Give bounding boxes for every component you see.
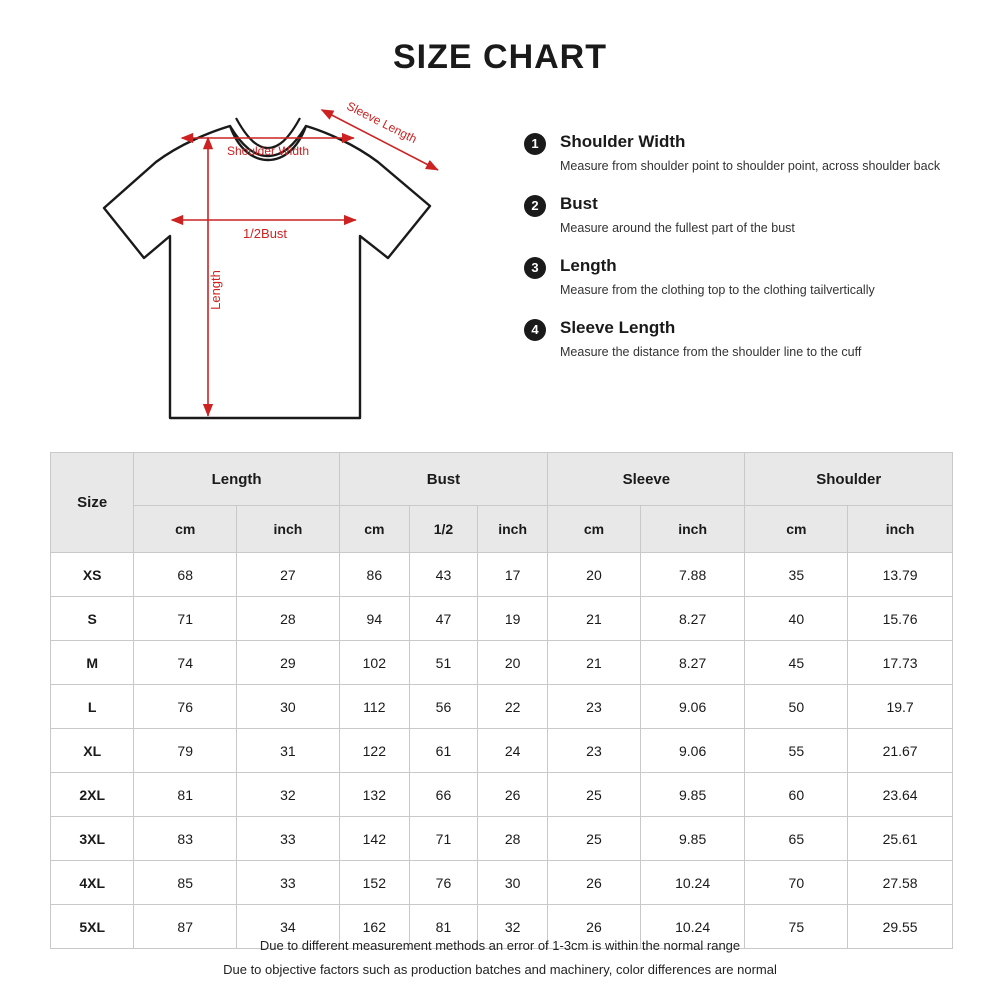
table-cell-value: 61 [409, 729, 477, 773]
table-cell-value: 87 [134, 905, 237, 949]
table-cell-size: M [51, 641, 134, 685]
table-cell-value: 21.67 [848, 729, 953, 773]
table-cell-value: 8.27 [640, 597, 745, 641]
note-measurement-error: Due to different measurement methods an error of 1-3cm is within the normal range [259, 938, 741, 953]
table-row [51, 553, 953, 597]
table-cell-value: 31 [237, 729, 340, 773]
legend-item-length [524, 256, 964, 300]
table-cell-value: 81 [409, 905, 477, 949]
table-cell-value: 162 [339, 905, 409, 949]
table-unit-header-row [51, 506, 953, 553]
header-length: Length [134, 453, 339, 506]
table-cell-value: 33 [237, 861, 340, 905]
table-cell-value: 23.64 [848, 773, 953, 817]
legend-title-1: Shoulder Width [560, 132, 686, 151]
note-color-difference: Due to objective factors such as production batches and machinery, color differences are normal [223, 962, 777, 977]
table-cell-value: 122 [339, 729, 409, 773]
table-cell-value: 76 [409, 861, 477, 905]
table-cell-value: 10.24 [640, 905, 745, 949]
page-title: SIZE CHART [393, 38, 607, 76]
header-size: Size [51, 453, 134, 553]
legend-title-4: Sleeve Length [560, 318, 676, 337]
table-cell-value: 79 [134, 729, 237, 773]
size-table-wrapper [50, 452, 953, 949]
table-cell-size: 2XL [51, 773, 134, 817]
table-cell-value: 26 [548, 861, 641, 905]
table-cell-value: 81 [134, 773, 237, 817]
table-cell-value: 33 [237, 817, 340, 861]
tshirt-outline-icon [60, 78, 520, 438]
table-cell-value: 55 [745, 729, 848, 773]
table-cell-size: 4XL [51, 861, 134, 905]
table-cell-value: 28 [237, 597, 340, 641]
unit-bust-cm: cm [339, 506, 409, 553]
legend-item-sleeve-length [524, 318, 964, 362]
legend-badge-2: 2 [524, 195, 546, 217]
table-cell-size: XL [51, 729, 134, 773]
unit-bust-inch: inch [478, 506, 548, 553]
table-cell-value: 152 [339, 861, 409, 905]
table-cell-value: 21 [548, 597, 641, 641]
header-shoulder: Shoulder [745, 453, 953, 506]
size-table-body [51, 553, 953, 949]
table-cell-value: 35 [745, 553, 848, 597]
table-cell-size: 3XL [51, 817, 134, 861]
legend-badge-3: 3 [524, 257, 546, 279]
sleeve-length-label: Sleeve Length [344, 98, 420, 147]
table-cell-value: 9.85 [640, 817, 745, 861]
table-row [51, 641, 953, 685]
table-cell-value: 9.06 [640, 685, 745, 729]
table-cell-value: 9.06 [640, 729, 745, 773]
table-cell-value: 20 [478, 641, 548, 685]
footer-notes [0, 934, 1000, 982]
table-cell-value: 34 [237, 905, 340, 949]
header-sleeve: Sleeve [548, 453, 745, 506]
length-label: Length [208, 270, 223, 310]
unit-shoulder-inch: inch [848, 506, 953, 553]
table-cell-value: 76 [134, 685, 237, 729]
table-cell-value: 32 [237, 773, 340, 817]
table-cell-value: 27.58 [848, 861, 953, 905]
table-cell-value: 25.61 [848, 817, 953, 861]
size-table-head [51, 453, 953, 553]
legend-title-3: Length [560, 256, 617, 275]
table-cell-value: 13.79 [848, 553, 953, 597]
table-cell-value: 83 [134, 817, 237, 861]
legend-desc-3: Measure from the clothing top to the clothing tailvertically [560, 283, 875, 297]
tshirt-diagram [60, 78, 520, 438]
table-cell-value: 24 [478, 729, 548, 773]
table-cell-size: S [51, 597, 134, 641]
table-cell-value: 40 [745, 597, 848, 641]
unit-shoulder-cm: cm [745, 506, 848, 553]
table-cell-value: 30 [478, 861, 548, 905]
table-cell-value: 75 [745, 905, 848, 949]
table-row [51, 597, 953, 641]
table-cell-value: 28 [478, 817, 548, 861]
table-cell-value: 30 [237, 685, 340, 729]
table-cell-value: 17.73 [848, 641, 953, 685]
legend-badge-4: 4 [524, 319, 546, 341]
table-cell-value: 94 [339, 597, 409, 641]
measurement-legend [524, 132, 964, 380]
table-row [51, 773, 953, 817]
legend-item-shoulder-width [524, 132, 964, 176]
table-cell-value: 15.76 [848, 597, 953, 641]
table-cell-value: 60 [745, 773, 848, 817]
table-cell-value: 32 [478, 905, 548, 949]
legend-item-bust [524, 194, 964, 238]
table-group-header-row [51, 453, 953, 506]
table-cell-size: XS [51, 553, 134, 597]
table-cell-value: 7.88 [640, 553, 745, 597]
table-row [51, 685, 953, 729]
table-row [51, 817, 953, 861]
legend-desc-2: Measure around the fullest part of the bust [560, 221, 795, 235]
unit-bust-half: 1/2 [409, 506, 477, 553]
table-cell-value: 25 [548, 773, 641, 817]
table-cell-value: 23 [548, 729, 641, 773]
table-cell-value: 20 [548, 553, 641, 597]
table-cell-value: 17 [478, 553, 548, 597]
legend-badge-1: 1 [524, 133, 546, 155]
table-cell-value: 26 [548, 905, 641, 949]
legend-desc-1: Measure from shoulder point to shoulder point, across shoulder back [560, 159, 941, 173]
table-cell-value: 56 [409, 685, 477, 729]
table-cell-value: 19 [478, 597, 548, 641]
table-cell-value: 21 [548, 641, 641, 685]
half-bust-label: 1/2Bust [242, 226, 288, 241]
table-cell-value: 112 [339, 685, 409, 729]
table-cell-value: 27 [237, 553, 340, 597]
legend-desc-4: Measure the distance from the shoulder line to the cuff [560, 345, 862, 359]
table-cell-value: 132 [339, 773, 409, 817]
table-cell-value: 71 [134, 597, 237, 641]
table-cell-value: 9.85 [640, 773, 745, 817]
table-cell-value: 22 [478, 685, 548, 729]
table-cell-value: 50 [745, 685, 848, 729]
table-row [51, 729, 953, 773]
header-bust: Bust [339, 453, 547, 506]
unit-sleeve-inch: inch [640, 506, 745, 553]
table-cell-value: 43 [409, 553, 477, 597]
table-cell-value: 26 [478, 773, 548, 817]
table-cell-value: 29 [237, 641, 340, 685]
table-cell-value: 74 [134, 641, 237, 685]
table-cell-value: 47 [409, 597, 477, 641]
table-row [51, 861, 953, 905]
table-cell-value: 19.7 [848, 685, 953, 729]
unit-sleeve-cm: cm [548, 506, 641, 553]
table-cell-value: 68 [134, 553, 237, 597]
table-cell-value: 8.27 [640, 641, 745, 685]
table-cell-value: 65 [745, 817, 848, 861]
shoulder-width-label: Shoulder Width [226, 144, 310, 158]
unit-length-inch: inch [237, 506, 340, 553]
table-cell-value: 142 [339, 817, 409, 861]
table-cell-size: L [51, 685, 134, 729]
table-cell-value: 102 [339, 641, 409, 685]
table-cell-value: 10.24 [640, 861, 745, 905]
table-cell-value: 86 [339, 553, 409, 597]
table-cell-value: 66 [409, 773, 477, 817]
unit-length-cm: cm [134, 506, 237, 553]
table-cell-size: 5XL [51, 905, 134, 949]
table-cell-value: 23 [548, 685, 641, 729]
table-cell-value: 25 [548, 817, 641, 861]
table-cell-value: 45 [745, 641, 848, 685]
table-cell-value: 51 [409, 641, 477, 685]
table-cell-value: 70 [745, 861, 848, 905]
size-table [50, 452, 953, 949]
legend-title-2: Bust [560, 194, 598, 213]
table-cell-value: 85 [134, 861, 237, 905]
table-cell-value: 29.55 [848, 905, 953, 949]
table-cell-value: 71 [409, 817, 477, 861]
